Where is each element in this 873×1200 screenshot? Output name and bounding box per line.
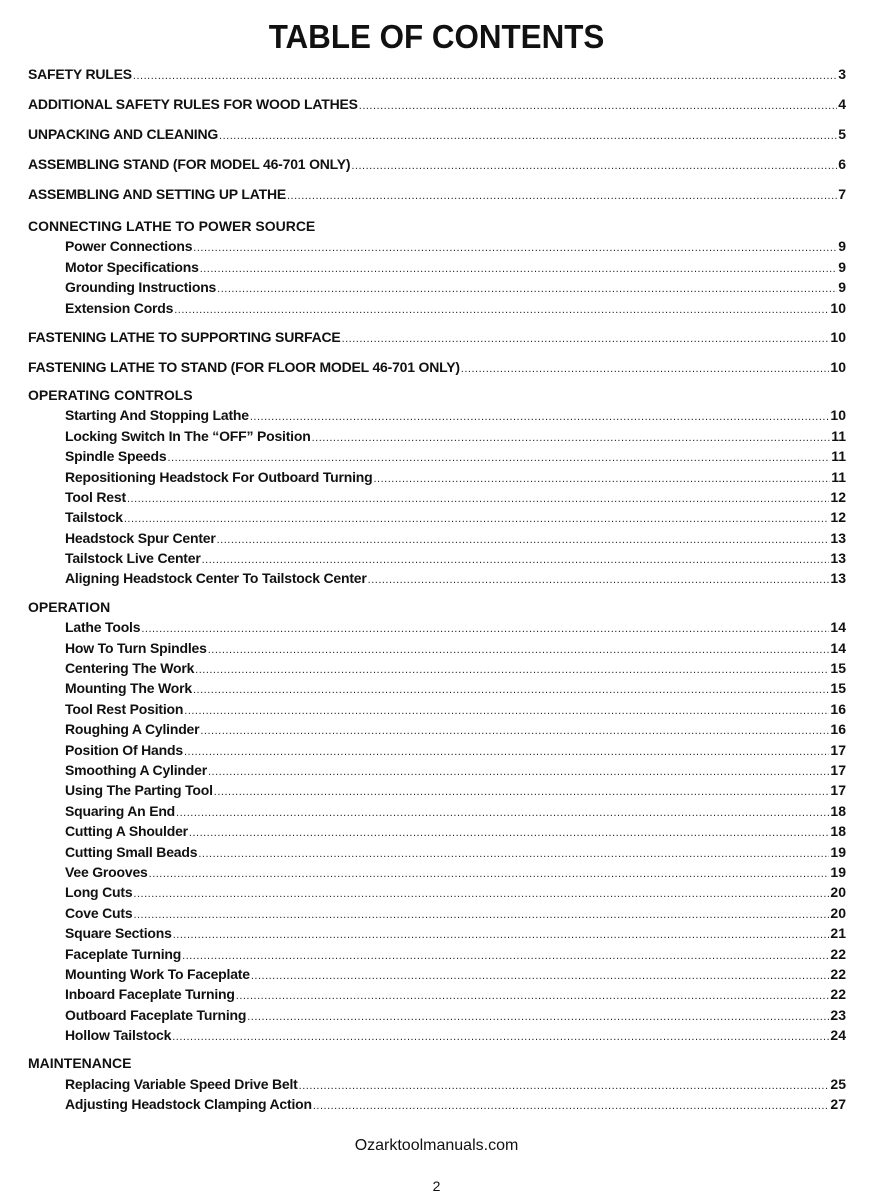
toc-entry-page: 17 [830,741,846,758]
dot-leader [172,1031,829,1043]
toc-subentry[interactable] [28,782,846,802]
toc-entry-label: Power Connections [65,238,193,255]
dot-leader [174,304,829,316]
toc-entry-label: Starting And Stopping Lathe [65,407,249,424]
dot-leader [250,411,830,423]
toc-subentry[interactable] [28,864,846,884]
toc-subentry[interactable] [28,1096,846,1116]
section-heading-operating-controls: OPERATING CONTROLS [28,386,193,403]
toc-entry-page: 14 [830,619,846,636]
toc-entry-label: Centering The Work [65,660,195,677]
toc-entry-label: Replacing Variable Speed Drive Belt [65,1075,298,1092]
toc-entry-label: Tailstock Live Center [65,550,201,567]
toc-entry-label: FASTENING LATHE TO STAND (FOR FLOOR MODEL 46-701 ONLY) [28,358,460,375]
toc-entry-label: SAFETY RULES [28,66,132,82]
dot-leader [184,705,829,717]
toc-entry-label: Mounting Work To Faceplate [65,965,250,982]
toc-entry-label: Locking Switch In The “OFF” Position [65,427,311,444]
toc-entry-label: ASSEMBLING AND SETTING UP LATHE [28,186,286,202]
toc-entry-label: Cutting Small Beads [65,843,198,860]
dot-leader [342,333,830,345]
toc-entry-label: UNPACKING AND CLEANING [28,126,219,142]
toc-entry-page: 4 [838,96,846,112]
dot-leader [236,990,830,1002]
toc-entry-assembling-lathe[interactable] [28,186,846,216]
toc-entry-page: 10 [830,328,846,345]
toc-entry-page: 3 [838,66,846,82]
toc-subentry[interactable] [28,407,846,427]
toc-entry-page: 14 [830,639,846,656]
toc-subentry[interactable] [28,448,846,468]
dot-leader [214,786,830,798]
dot-leader [247,1011,829,1023]
toc-entry-page: 18 [830,802,846,819]
toc-subentry[interactable] [28,489,846,509]
toc-subentry[interactable] [28,762,846,782]
toc-entry-assembling-stand[interactable] [28,156,846,186]
toc-entry-page: 11 [831,468,846,485]
toc-entry-page: 16 [830,721,846,738]
section-heading-operation: OPERATION [28,598,111,615]
toc-subentry[interactable] [28,946,846,966]
toc-entry-label: Squaring An End [65,802,176,819]
toc-entry-label: Inboard Faceplate Turning [65,986,235,1003]
toc-entry-label: Vee Grooves [65,863,148,880]
dot-leader [198,848,829,860]
toc-entry-label: Repositioning Headstock For Outboard Turning [65,468,373,485]
dot-leader [287,190,837,202]
toc-entry-label: How To Turn Spindles [65,639,207,656]
toc-subentry[interactable] [28,238,846,258]
dot-leader [217,534,830,546]
toc-subentry[interactable] [28,701,846,721]
toc-entry-page: 20 [830,904,846,921]
toc-entry-label: Hollow Tailstock [65,1027,172,1044]
dot-leader [351,160,837,172]
dot-leader [133,888,829,900]
dot-leader [208,766,829,778]
dot-leader [461,363,830,375]
toc-entry-page: 9 [838,279,846,296]
toc-entry-page: 16 [830,700,846,717]
toc-entry-label: Faceplate Turning [65,945,182,962]
toc-entry-page: 10 [830,358,846,375]
toc-entry-page: 19 [830,863,846,880]
toc-entry-page: 10 [830,407,846,424]
toc-entry-label: Motor Specifications [65,258,199,275]
dot-leader [299,1080,830,1092]
toc-subentry[interactable] [28,884,846,904]
toc-subentry[interactable] [28,905,846,925]
toc-subentry[interactable] [28,660,846,680]
toc-entry-label: Position Of Hands [65,741,183,758]
operation-list [28,619,846,1047]
dot-leader [200,263,838,275]
table-of-contents [28,66,846,1117]
toc-entry-page: 13 [830,529,846,546]
toc-entry-page: 17 [830,782,846,799]
toc-entry-label: Grounding Instructions [65,279,217,296]
toc-entry-safety-rules[interactable] [28,66,846,96]
toc-subentry[interactable] [28,469,846,489]
toc-entry-page: 19 [830,843,846,860]
toc-entry-label: Lathe Tools [65,619,141,636]
toc-subentry[interactable] [28,823,846,843]
toc-subentry[interactable] [28,925,846,945]
toc-entry-label: Extension Cords [65,299,174,316]
toc-subentry[interactable] [28,279,846,299]
toc-entry-fastening-surface[interactable] [28,329,846,353]
toc-subentry[interactable] [28,550,846,570]
toc-entry-label: ASSEMBLING STAND (FOR MODEL 46-701 ONLY) [28,156,351,172]
dot-leader [176,807,829,819]
toc-subentry[interactable] [28,619,846,639]
toc-entry-label: Cove Cuts [65,904,133,921]
dot-leader [313,1100,830,1112]
toc-entry-label: Tool Rest Position [65,700,184,717]
section-heading-maintenance: MAINTENANCE [28,1055,132,1072]
connecting-list [28,238,846,320]
dot-leader [184,746,829,758]
toc-entry-page: 6 [838,156,846,172]
dot-leader [251,970,830,982]
toc-entry-page: 5 [838,126,846,142]
toc-entry-page: 20 [830,884,846,901]
toc-subentry[interactable] [28,966,846,986]
toc-entry-page: 22 [830,986,846,1003]
toc-entry-page: 21 [830,925,846,942]
dot-leader [193,242,837,254]
dot-leader [133,909,829,921]
toc-entry-page: 13 [830,570,846,587]
toc-subentry[interactable] [28,1007,846,1027]
toc-entry-label: Adjusting Headstock Clamping Action [65,1096,312,1113]
toc-entry-page: 25 [830,1075,846,1092]
toc-entry-page: 10 [830,299,846,316]
toc-subentry[interactable] [28,509,846,529]
toc-entry-page: 22 [830,965,846,982]
toc-entry-page: 9 [838,258,846,275]
toc-entry-page: 15 [830,680,846,697]
toc-entry-label: Smoothing A Cylinder [65,761,207,778]
toc-entry-label: Mounting The Work [65,680,192,697]
toc-subentry[interactable] [28,1076,846,1096]
toc-subentry[interactable] [28,428,846,448]
maintenance-list [28,1076,846,1117]
dot-leader [149,868,830,880]
toc-subentry[interactable] [28,570,846,590]
dot-leader [374,473,831,485]
dot-leader [359,100,837,112]
dot-leader [312,432,831,444]
toc-entry-page: 18 [830,823,846,840]
toc-entry-additional-safety-rules[interactable] [28,96,846,126]
toc-entry-page: 24 [830,1027,846,1044]
toc-entry-page: 22 [830,945,846,962]
website-footer: Ozarktoolmanuals.com [354,1137,519,1154]
toc-subentry[interactable] [28,300,846,320]
toc-entry-label: Long Cuts [65,884,133,901]
dot-leader [173,929,830,941]
toc-subentry[interactable] [28,803,846,823]
dot-leader [182,950,829,962]
toc-entry-unpacking[interactable] [28,126,846,156]
toc-entry-fastening-stand[interactable] [28,359,846,385]
dot-leader [217,283,837,295]
toc-entry-label: Outboard Faceplate Turning [65,1006,247,1023]
toc-entry-page: 23 [830,1006,846,1023]
toc-subentry[interactable] [28,530,846,550]
toc-entry-label: Using The Parting Tool [65,782,213,799]
dot-leader [189,827,830,839]
toc-entry-label: Roughing A Cylinder [65,721,200,738]
toc-entry-label: Spindle Speeds [65,448,167,465]
toc-subentry[interactable] [28,1027,846,1047]
dot-leader [133,70,837,82]
dot-leader [219,130,837,142]
toc-subentry[interactable] [28,640,846,660]
toc-entry-page: 17 [830,761,846,778]
dot-leader [141,623,829,635]
dot-leader [193,684,829,696]
dot-leader [167,452,830,464]
toc-entry-page: 12 [830,509,846,526]
dot-leader [368,574,830,586]
toc-entry-label: Tailstock [65,509,123,526]
toc-entry-page: 11 [831,427,846,444]
toc-entry-page: 15 [830,660,846,677]
dot-leader [124,513,830,525]
dot-leader [208,644,830,656]
toc-entry-page: 9 [838,238,846,255]
toc-entry-label: ADDITIONAL SAFETY RULES FOR WOOD LATHES [28,96,358,112]
section-heading-connecting: CONNECTING LATHE TO POWER SOURCE [28,218,316,234]
toc-entry-label: Square Sections [65,925,172,942]
toc-entry-label: FASTENING LATHE TO SUPPORTING SURFACE [28,328,341,345]
toc-entry-page: 11 [831,448,846,465]
toc-subentry[interactable] [28,742,846,762]
dot-leader [200,725,829,737]
toc-entry-page: 13 [830,550,846,567]
dot-leader [195,664,829,676]
toc-entry-label: Aligning Headstock Center To Tailstock Center [65,570,367,587]
toc-entry-label: Cutting A Shoulder [65,823,188,840]
dot-leader [127,493,829,505]
toc-subentry[interactable] [28,259,846,279]
dot-leader [202,554,830,566]
operating-controls-list [28,407,846,591]
toc-entry-page: 7 [838,186,846,202]
page-title: TABLE OF CONTENTS [268,18,605,55]
toc-entry-page: 12 [830,488,846,505]
toc-subentry[interactable] [28,844,846,864]
toc-entry-label: Headstock Spur Center [65,529,216,546]
toc-entry-label: Tool Rest [65,488,126,505]
toc-entry-page: 27 [830,1096,846,1113]
page-number: 2 [432,1178,441,1194]
toc-subentry[interactable] [28,986,846,1006]
toc-subentry[interactable] [28,721,846,741]
toc-subentry[interactable] [28,680,846,700]
